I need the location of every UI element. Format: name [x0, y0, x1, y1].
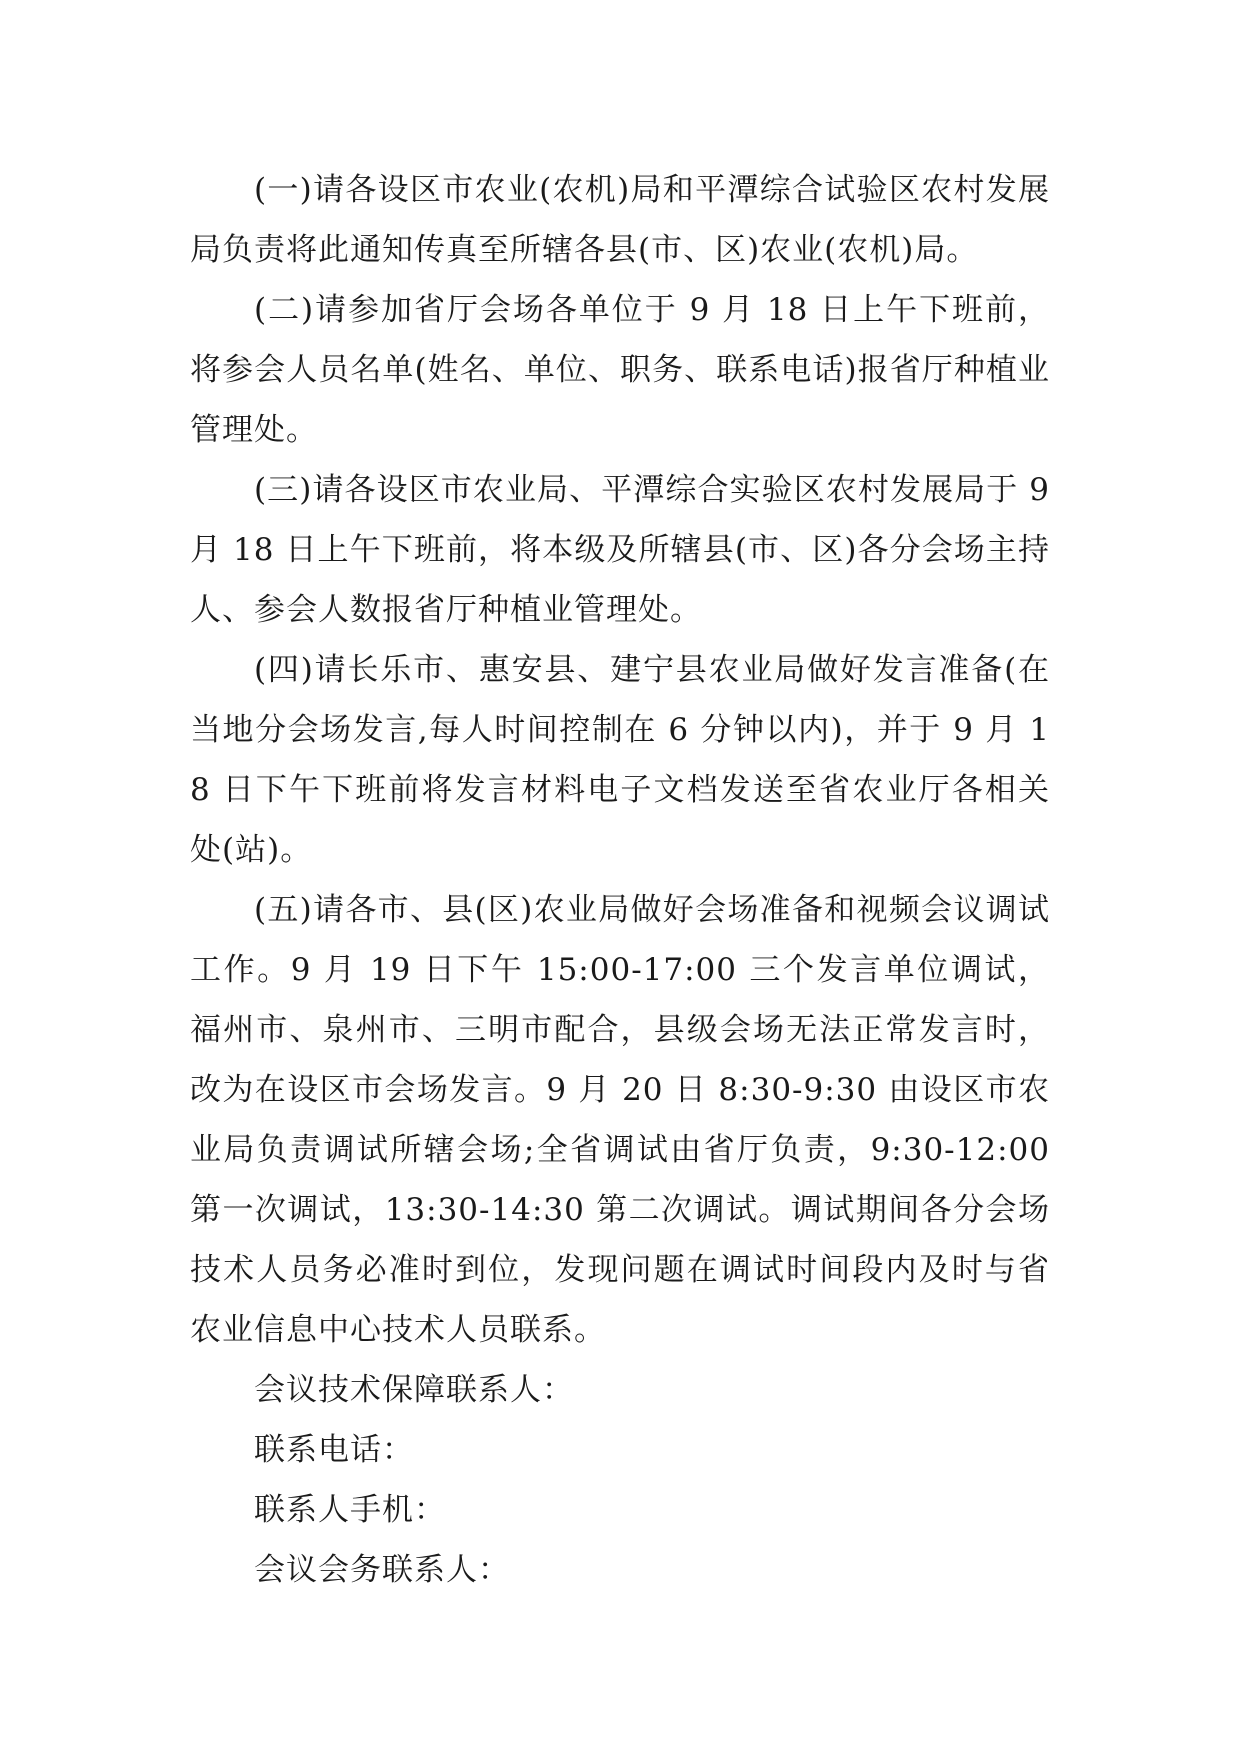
paragraph-2: (二)请参加省厅会场各单位于 9 月 18 日上午下班前，将参会人员名单(姓名、单位、职务、联系电话)报省厅种植业管理处。 [190, 292, 1050, 448]
affairs-contact-label: 会议会务联系人： [254, 1552, 510, 1588]
paragraph-1: (一)请各设区市农业(农机)局和平潭综合试验区农村发展局负责将此通知传真至所辖各县(市、区)农业(农机)局。 [190, 172, 1050, 268]
paragraph-3: (三)请各设区市农业局、平潭综合实验区农村发展局于 9 月 18 日上午下班前，将本级及所辖县(市、区)各分会场主持人、参会人数报省厅种植业管理处。 [190, 472, 1050, 628]
paragraph-4: (四)请长乐市、惠安县、建宁县农业局做好发言准备(在当地分会场发言,每人时间控制在 6 分钟以内)，并于 9 月 18 日下午下班前将发言材料电子文档发送至省农业厅各相关处(站)。 [190, 652, 1050, 868]
phone-label: 联系电话： [254, 1432, 414, 1468]
document-body [190, 160, 1050, 1600]
paragraph-5: (五)请各市、县(区)农业局做好会场准备和视频会议调试工作。9 月 19 日下午 15:00-17:00 三个发言单位调试，福州市、泉州市、三明市配合，县级会场无法正常发言时，改为在设区市会场发言。9 月 20 日 8:30-9:30 由设区市农业局负责调试所辖会场;全省调试由省厅负责，9:30-12:00 第一次调试，13:30-14:30 第二次调试。调试期间各分会场技术人员务必准时到位，发现问题在调试时间段内及时与省农业信息中心技术人员联系。 [190, 892, 1050, 1348]
mobile-label: 联系人手机： [254, 1492, 446, 1528]
tech-contact-label: 会议技术保障联系人： [254, 1372, 574, 1408]
